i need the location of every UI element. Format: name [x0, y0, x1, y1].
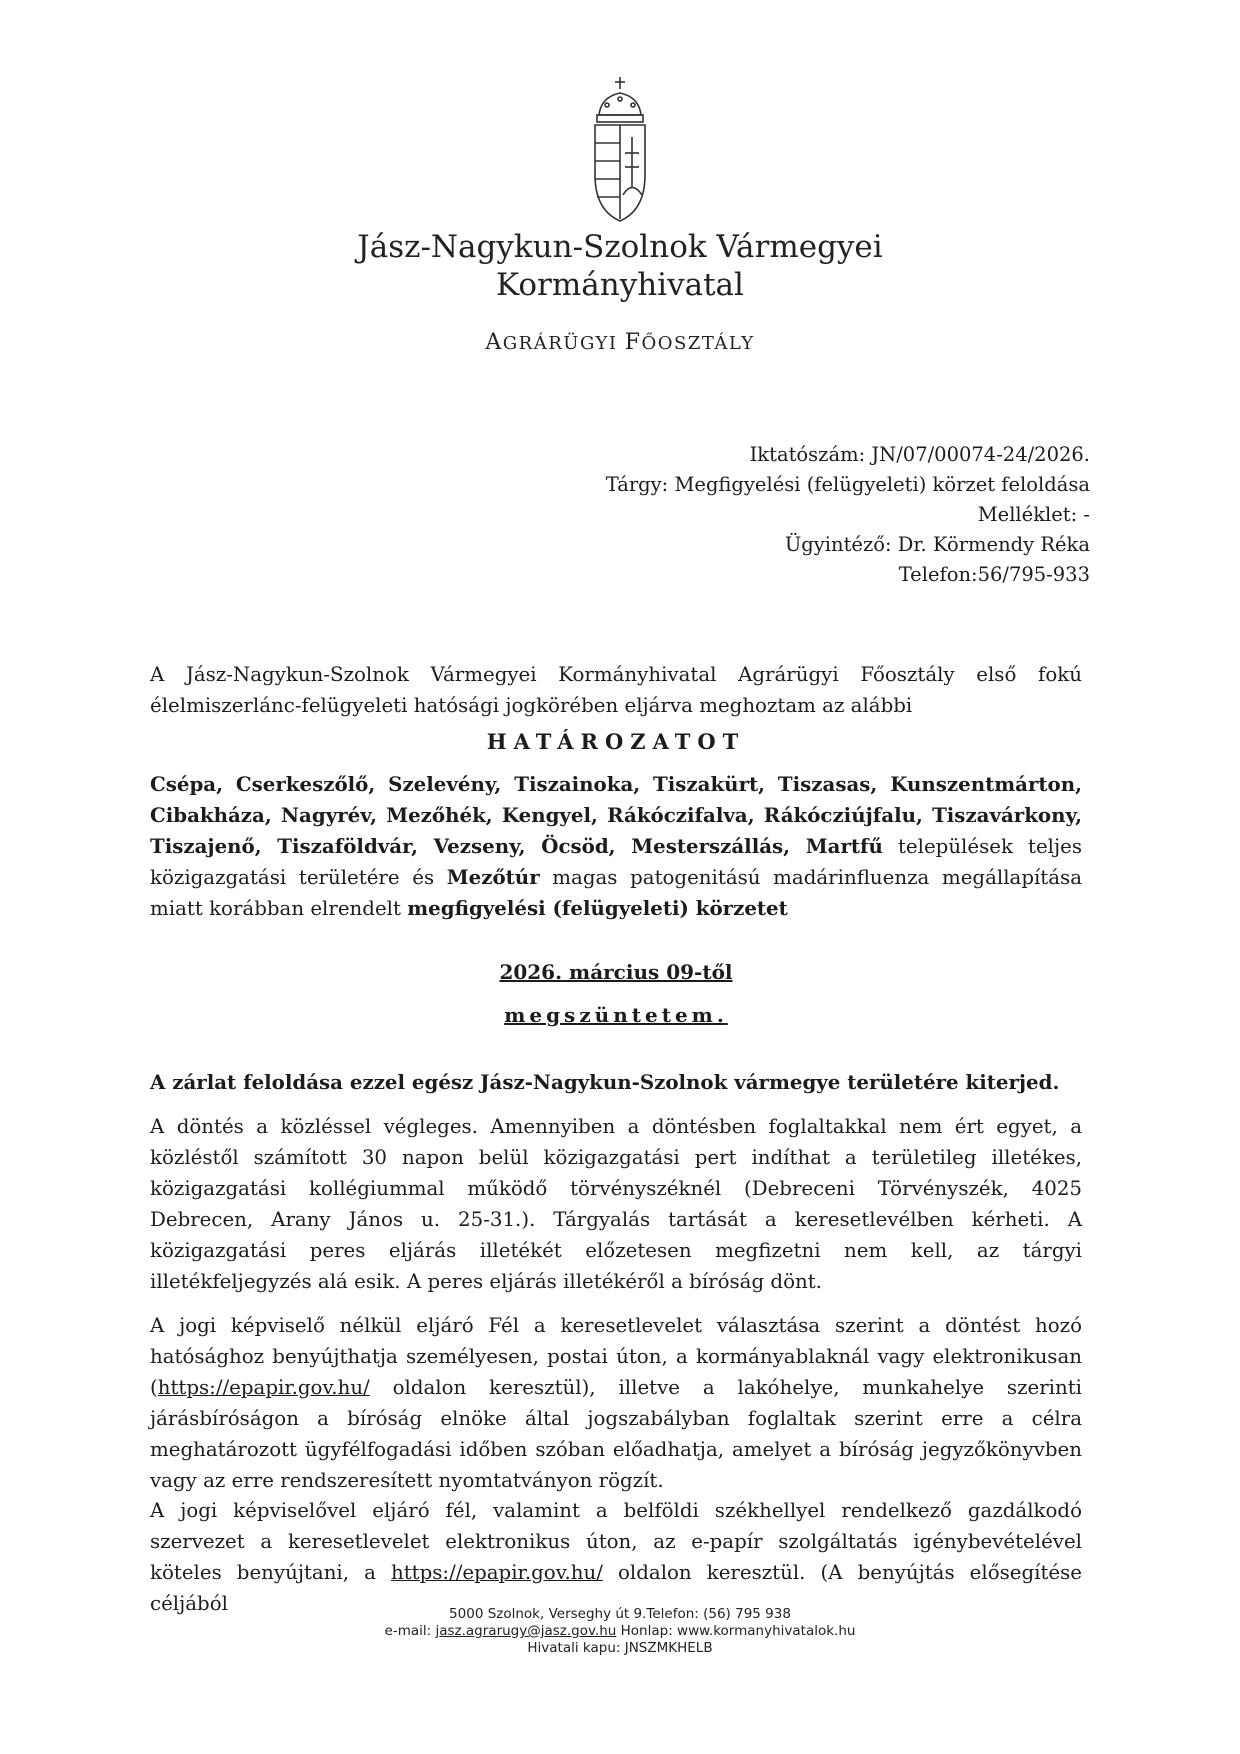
page-footer	[0, 1606, 1240, 1657]
effective-date: 2026. március 09-től	[499, 960, 733, 984]
department-initial-f: F	[624, 330, 642, 355]
attachment-line: Melléklet: -	[977, 503, 1090, 526]
epapir-link-1[interactable]: https://epapir.gov.hu/	[157, 1376, 370, 1399]
repr2-text-a: A jogi képviselővel eljáró fél, valamint a belföldi székhellyel rendelkező gazdálkodó szervezet a keresetlevelet elektronikus úton, az e-papír szolgáltatás igénybevételével köteles benyújtani, a	[150, 1499, 1082, 1584]
department-name	[0, 330, 1240, 355]
repr1-text-b: oldalon keresztül), illetve a lakóhelye, munkahelye szerinti járásbíróságon a bíróság elnöke által jogszabályban foglaltak szerint erre a célra meghatározott ügyfélfogadási időben szóban előadhatja, amelyet a bíróság jegyzőkönyvben vagy az erre rendszeresített nyomtatványon rögzít.	[150, 1376, 1082, 1492]
places-zone: megfigyelési (felügyeleti) körzetet	[407, 896, 788, 920]
abolish-statement: megszüntetem.	[504, 1003, 728, 1027]
coat-of-arms-icon	[585, 75, 655, 225]
footer-address: 5000 Szolnok, Verseghy út 9.Telefon: (56) 795 938	[449, 1606, 791, 1622]
intro-paragraph: A Jász-Nagykun-Szolnok Vármegyei Kormányhivatal Agrárügyi Főosztály első fokú élelmiszerlánc-felügyeleti hatósági jogkörében eljárva meghoztam az alábbi	[150, 663, 1082, 717]
phone-line: Telefon:56/795-933	[898, 563, 1090, 586]
footer-email-link[interactable]: jasz.agrarugy@jasz.gov.hu	[435, 1623, 617, 1639]
footer-web: Honlap: www.kormanyhivatalok.hu	[616, 1623, 856, 1639]
places-paragraph	[150, 769, 1082, 924]
places-text-1: települések teljes közigazgatási területére és	[150, 835, 1082, 889]
finality-paragraph: A döntés a közléssel végleges. Amennyiben a döntésben foglaltakkal nem ért egyet, a közléstől számított 30 napon belül közigazgatási pert indíthat a területileg illetékes, közigazgatási kollégiummal működő törvényszéknél (Debreceni Törvényszék, 4025 Debrecen, Arany János u. 25-31.). Tárgyalás tartását a keresetlevélben kérheti. A közigazgatási peres eljárás illetékét előzetesen megfizetni nem kell, az tárgyi illetékfeljegyzés alá esik. A peres eljárás illetékéről a bíróság dönt.	[150, 1115, 1082, 1293]
reference-number: Iktatószám: JN/07/00074-24/2026.	[749, 443, 1090, 466]
places-mezotur: Mezőtúr	[446, 865, 540, 889]
epapir-link-2[interactable]: https://epapir.gov.hu/	[390, 1561, 603, 1584]
department-word2-rest: ŐOSZTÁLY	[641, 333, 755, 354]
org-name-line2: Kormányhivatal	[496, 267, 744, 303]
document-metadata	[606, 440, 1090, 590]
department-word1-rest: GRÁRÜGYI	[502, 333, 618, 354]
handler-line: Ügyintéző: Dr. Körmendy Réka	[784, 533, 1090, 556]
decision-title: HATÁROZATOT	[486, 729, 746, 754]
footer-gate: Hivatali kapu: JNSZMKHELB	[527, 1640, 713, 1656]
footer-email-label: e-mail:	[384, 1623, 436, 1639]
extend-paragraph: A zárlat feloldása ezzel egész Jász-Nagykun-Szolnok vármegye területére kiterjed.	[150, 1070, 1060, 1094]
repr2-text-b: oldalon keresztül. (A benyújtás elősegítése céljából	[150, 1561, 1082, 1615]
org-name-line1: Jász-Nagykun-Szolnok Vármegyei	[357, 229, 883, 265]
representation-paragraph-2	[150, 1495, 1082, 1619]
footer-contact	[0, 1623, 1240, 1640]
places-list: Csépa, Cserkeszőlő, Szelevény, Tiszainoka, Tiszakürt, Tiszasas, Kunszentmárton, Cibakháza, Nagyrév, Mezőhék, Kengyel, Rákóczifalva, Rákócziújfalu, Tiszavárkony, Tiszajenő, Tiszaföldvár, Vezseny, Öcsöd, Mesterszállás, Martfű	[150, 772, 1082, 858]
department-initial-a: A	[485, 330, 503, 355]
representation-paragraph-1	[150, 1310, 1082, 1496]
subject-line: Tárgy: Megfigyelési (felügyeleti) körzet feloldása	[605, 473, 1090, 496]
repr1-text-a: A jogi képviselő nélkül eljáró Fél a keresetlevelet választása szerint a döntést hozó hatósághoz benyújthatja személyesen, postai úton, a kormányablaknál vagy elektronikusan (	[150, 1314, 1082, 1399]
places-text-2: magas patogenitású madárinfluenza megállapítása miatt korábban elrendelt	[150, 866, 1082, 920]
